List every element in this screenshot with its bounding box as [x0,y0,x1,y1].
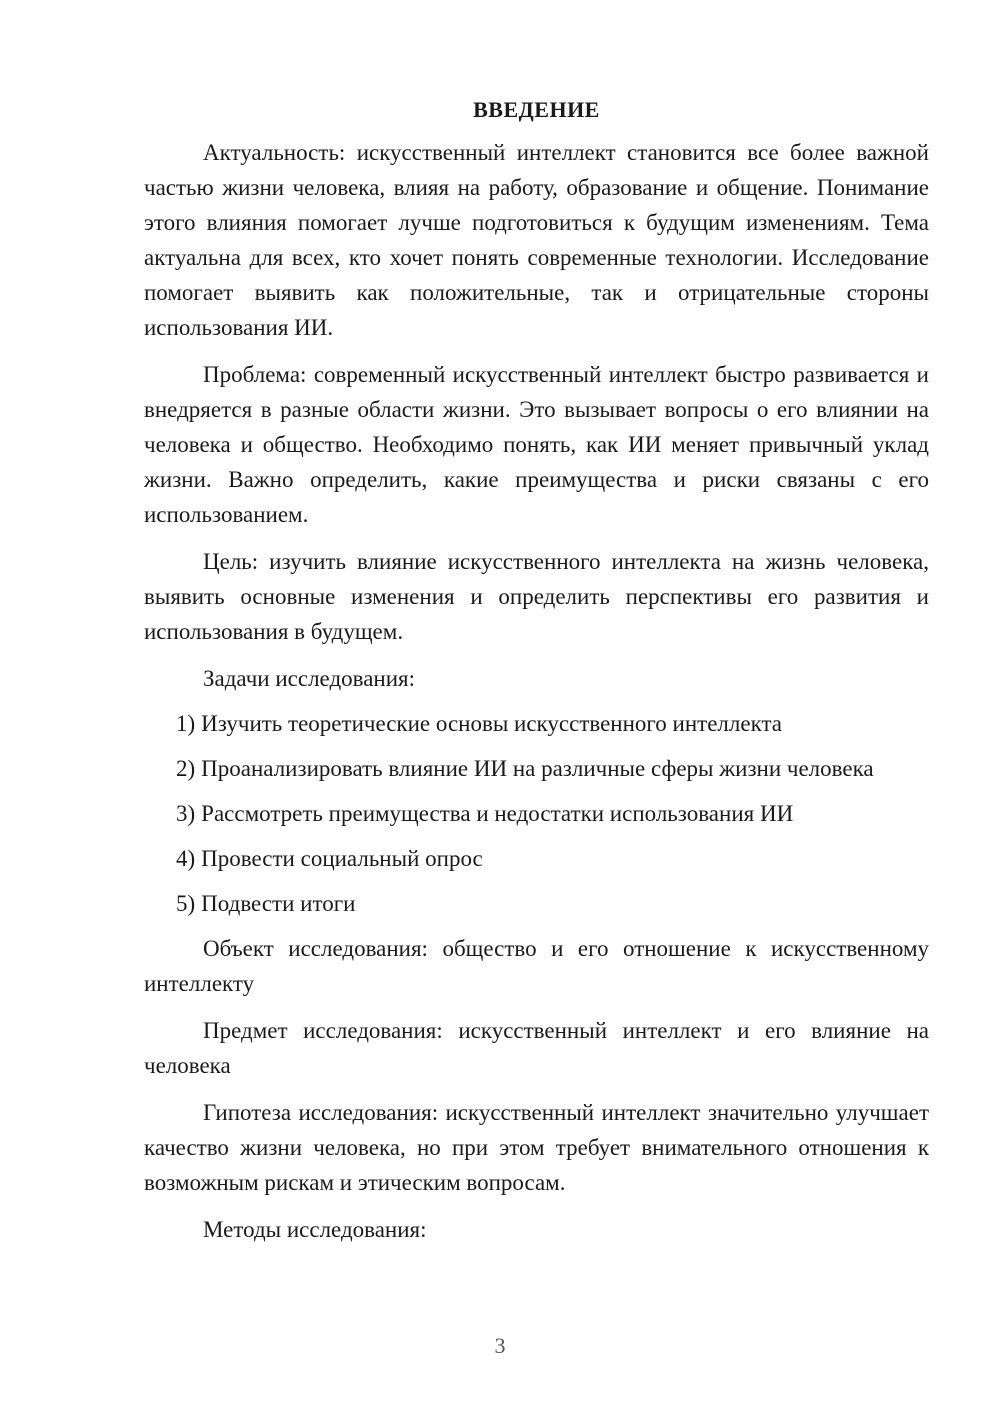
methods-heading: Методы исследования: [203,1217,427,1242]
list-item-number: 5) [176,891,196,916]
tasks-heading: Задачи исследования: [203,666,416,691]
paragraph-hypothesis: Гипотеза исследования: искусственный интеллект значительно улучшает качество жизни человека, но при этом требует внимательного отношения к возможным рискам и этическим вопросам. [144,1100,929,1195]
list-item [144,841,929,876]
paragraph-subject: Предмет исследования: искусственный интеллект и его влияние на человека [144,1018,929,1078]
list-item-text: Провести социальный опрос [201,846,483,871]
list-item-number: 4) [176,846,196,871]
list-item-text: Изучить теоретические основы искусственного интеллекта [201,711,782,736]
list-item [144,796,929,831]
paragraph-relevance: Актуальность: искусственный интеллект становится все более важной частью жизни человека, влияя на работу, образование и общение. Понимание этого влияния помогает лучше подготовиться к будущим изменениям. Тема актуальна для всех, кто хочет понять современные технологии. Исследование помогает выявить как положительные, так и отрицательные стороны использования ИИ. [144,140,929,340]
section-title: ВВЕДЕНИЕ [473,97,600,122]
list-item-text: Рассмотреть преимущества и недостатки использования ИИ [201,801,794,826]
paragraph-goal: Цель: изучить влияние искусственного интеллекта на жизнь человека, выявить основные изменения и определить перспективы его развития и использования в будущем. [144,549,929,644]
list-item-text: Проанализировать влияние ИИ на различные сферы жизни человека [201,756,874,781]
page-number: 3 [494,1333,506,1358]
list-item-text: Подвести итоги [201,891,356,916]
paragraph-object: Объект исследования: общество и его отношение к искусственному интеллекту [144,936,929,996]
tasks-list [144,706,929,921]
list-item [144,706,929,741]
list-item-number: 1) [176,711,196,736]
list-item [144,886,929,921]
list-item-number: 2) [176,756,196,781]
list-item-number: 3) [176,801,196,826]
list-item [144,751,929,786]
page-content [144,95,929,1259]
paragraph-problem: Проблема: современный искусственный интеллект быстро развивается и внедряется в разные области жизни. Это вызывает вопросы о его влиянии на человека и общество. Необходимо понять, как ИИ меняет привычный уклад жизни. Важно определить, какие преимущества и риски связаны с его использованием. [144,362,929,527]
